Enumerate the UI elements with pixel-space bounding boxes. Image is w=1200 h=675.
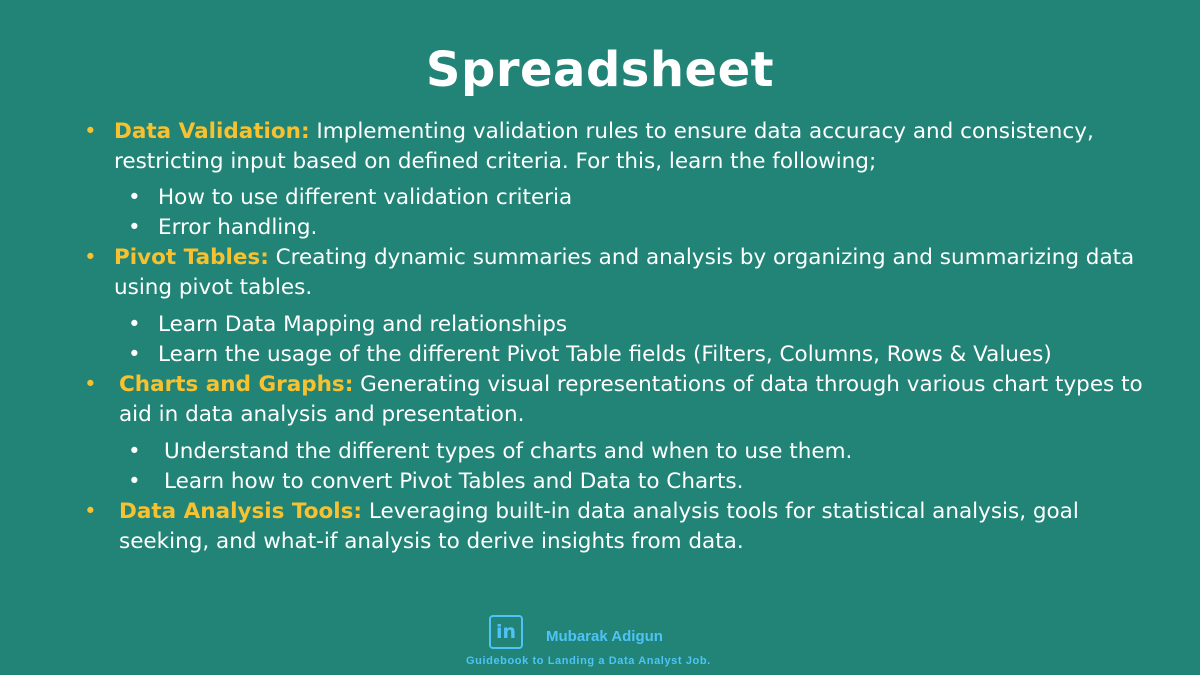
subitem-convert-to-charts: • Learn how to convert Pivot Tables and Data to Charts. <box>84 467 1174 497</box>
bullet-list <box>84 117 1174 557</box>
sublist-pivot-tables <box>84 310 1174 370</box>
sublist-data-validation <box>84 183 1174 243</box>
sublist-charts-graphs <box>84 437 1174 497</box>
subitem-error-handling: • Error handling. <box>84 213 1174 243</box>
linkedin-icon-text: in <box>495 620 517 643</box>
subitem-validation-criteria: • How to use different validation criteria <box>84 183 1174 213</box>
bullet-pivot-tables <box>84 243 1174 303</box>
description-data-analysis-tools: Leveraging built-in data analysis tools for statistical analysis, goal seeking, and what-if analysis to derive insights from data. <box>119 499 1079 554</box>
description-data-validation: Implementing validation rules to ensure data accuracy and consistency, restricting input based on defined criteria. For this, learn the following; <box>114 119 1094 174</box>
tagline: Guidebook to Landing a Data Analyst Job. <box>466 655 711 667</box>
subitem-data-mapping: • Learn Data Mapping and relationships <box>84 310 1174 340</box>
term-data-validation: Data Validation: <box>114 119 310 144</box>
description-charts-graphs: Generating visual representations of data through various chart types to aid in data analysis and presentation. <box>119 372 1143 427</box>
bullet-data-validation <box>84 117 1174 177</box>
bullet-charts-graphs <box>84 370 1174 430</box>
term-charts-graphs: Charts and Graphs: <box>119 372 354 397</box>
term-pivot-tables: Pivot Tables: <box>114 245 269 270</box>
linkedin-icon <box>489 615 523 649</box>
slide-title: Spreadsheet <box>425 42 775 98</box>
subitem-chart-types: • Understand the different types of charts and when to use them. <box>84 437 1174 467</box>
subitem-pivot-fields: • Learn the usage of the different Pivot Table fields (Filters, Columns, Rows & Values) <box>84 340 1174 370</box>
author-name: Mubarak Adigun <box>546 628 663 645</box>
description-pivot-tables: Creating dynamic summaries and analysis by organizing and summarizing data using pivot tables. <box>114 245 1135 300</box>
term-data-analysis-tools: Data Analysis Tools: <box>119 499 363 524</box>
bullet-data-analysis-tools <box>84 497 1174 557</box>
